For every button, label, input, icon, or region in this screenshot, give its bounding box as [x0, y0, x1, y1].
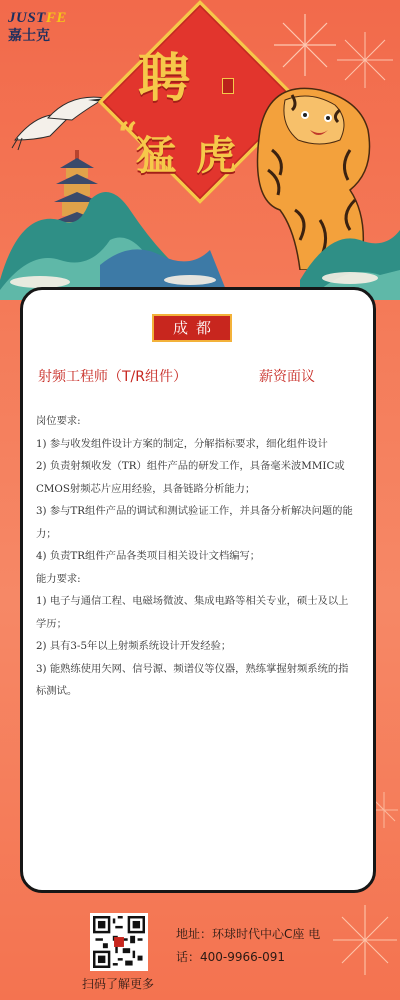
description-line: 1) 电子与通信工程、电磁场微波、集成电路等相关专业，硕士及以上: [36, 595, 349, 607]
qr-caption: 扫码了解更多: [82, 977, 155, 991]
mountain-illustration: [0, 170, 400, 300]
description-line: 2) 具有3-5年以上射频系统设计开发经验；: [36, 640, 232, 652]
logo-mark: JUSTFE: [8, 10, 67, 26]
description-line: 3) 参与TR组件产品的调试和测试验证工作，并具备分析解决问题的能: [36, 505, 353, 517]
description-line: 岗位要求:: [36, 415, 81, 427]
description-line: 标测试。: [36, 685, 78, 697]
phone-text: 话：400-9966-091: [176, 950, 286, 964]
qr-code[interactable]: [90, 913, 148, 971]
address-text: 地址：环球时代中心C座 电: [176, 927, 321, 941]
firework-decoration: [330, 900, 400, 980]
description-line: 力；: [36, 527, 57, 540]
description-line: 1) 参与收发组件设计方案的制定，分解指标要求，细化组件设计: [36, 437, 328, 450]
description-line: 学历；: [36, 617, 67, 630]
salary-text: 薪资面议: [259, 369, 315, 385]
job-description: [36, 410, 366, 703]
description-line: 3) 能熟练使用矢网、信号源、频谱仪等仪器，熟练掌握射频系统的指: [36, 662, 349, 675]
company-logo: [8, 10, 88, 45]
banner-quote-mark: “: [118, 115, 138, 155]
banner-char-hire: 聘: [138, 48, 191, 109]
banner-char-tiger: 虎: [196, 132, 236, 179]
job-title: 射频工程师（T/R组件）: [38, 369, 187, 385]
description-line: 2) 负责射频收发（TR）组件产品的研发工作，具备毫米波MMIC或: [36, 460, 345, 472]
crane-illustration: [10, 88, 110, 158]
logo-chinese-name: 嘉士克: [8, 28, 50, 44]
description-line: CMOS射频芯片应用经验，具备链路分析能力；: [36, 482, 256, 495]
description-line: 能力要求:: [36, 572, 81, 585]
description-line: 4) 负责TR组件产品各类项目相关设计文档编写；: [36, 550, 261, 562]
city-badge: 成都: [152, 314, 232, 342]
qr-code-icon: [93, 916, 145, 968]
banner-char-fierce: 猛: [136, 132, 176, 179]
